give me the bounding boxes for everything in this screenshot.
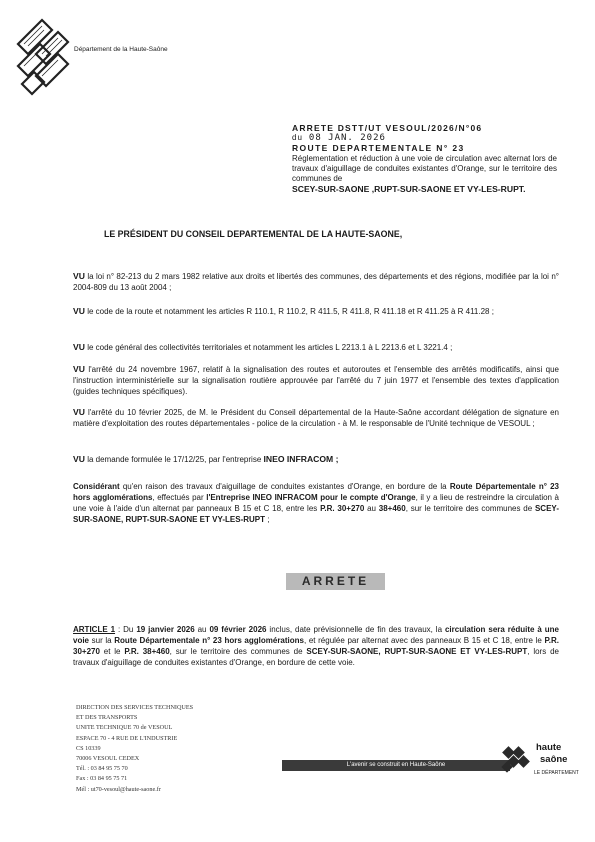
email-line: Mél : ut70-vesoul@haute-saone.fr <box>76 785 161 793</box>
considerant-paragraph <box>73 481 559 525</box>
arrete-description: Réglementation et réduction à une voie de circulation avec alternat lors de travaux d'aiguillage de conduites existantes d'Orange, sur le territoire des communes de <box>292 154 557 183</box>
vu-label: VU <box>73 271 85 281</box>
arrete-date-line <box>292 133 557 143</box>
arrete-communes: SCEY-SUR-SAONE ,RUPT-SUR-SAONE ET VY-LES-RUPT. <box>292 184 526 194</box>
vu-text: l'arrêté du 10 février 2025, de M. le Président du Conseil départemental de la Haute-Saône accordant délégation de signature en matière d'exploitation des routes départementales - police de la circulation - à M. le responsable de l'Unité technique de VESOUL ; <box>73 408 559 428</box>
article-pr-start: P.R. 30+270 <box>73 636 559 656</box>
vu-paragraph <box>73 454 559 465</box>
date-prefix: du <box>292 133 303 142</box>
address-line: CS 10339 <box>76 744 101 752</box>
logo-line-saone: saône <box>540 754 568 765</box>
vu-label: VU <box>73 454 85 464</box>
considerant-text: , effectués par <box>152 493 204 502</box>
vu-text: la demande formulée le 17/12/25, par l'entreprise <box>87 455 262 464</box>
considerant-company: l'Entreprise INEO INFRACOM pour le compte d'Orange <box>206 493 416 502</box>
article-text: , sur le territoire des communes de <box>169 647 303 656</box>
considerant-label: Considérant <box>73 482 120 491</box>
article-text: au <box>197 625 207 634</box>
vu-text: l'arrêté du 24 novembre 1967, relatif à la signalisation des routes et autoroutes et l'ensemble des arrêtés modificatifs, ainsi que l'instruction interministérielle sur la signalisation routière approuvée par l'arrêté du 7 juin 1977 et l'ensemble des textes d'application (guides techniques spécifiques). <box>73 365 559 396</box>
address-line: DIRECTION DES SERVICES TECHNIQUES <box>76 704 194 711</box>
address-line: 70006 VESOUL CEDEX <box>76 755 140 763</box>
considerant-pr-end: 38+460 <box>378 504 406 513</box>
arrete-heading: ARRETE <box>286 573 385 590</box>
considerant-text: ; <box>267 515 270 524</box>
article-text: sur la <box>91 636 112 645</box>
article-route: Route Départementale n° 23 hors agglomérations <box>114 636 304 645</box>
vu-label: VU <box>73 342 85 352</box>
address-line: ESPACE 70 - 4 RUE DE L'INDUSTRIE <box>76 734 178 742</box>
route-title: ROUTE DEPARTEMENTALE N° 23 <box>292 143 465 153</box>
vu-text: le code de la route et notamment les articles R 110.1, R 110.2, R 411.5, R 411.8, R 411.18 et R 411.25 à R 411.28 ; <box>87 307 494 316</box>
considerant-text: , il y a lieu de restreindre la circulation à une voie à l'aide d'un alternat par panneaux B 15 et C 18, entre les <box>73 493 559 513</box>
vu-company: INEO INFRACOM ; <box>263 454 339 464</box>
logo-line-departement: LE DÉPARTEMENT <box>534 770 579 776</box>
article-pr-end: P.R. 38+460 <box>124 647 170 656</box>
department-logo <box>12 14 72 98</box>
considerant-text: qu'en raison des travaux d'aiguillage de conduites existantes d'Orange, en bordure de la <box>122 482 447 491</box>
article-text: , lors de travaux d'aiguillage de conduites existantes d'Orange, en bordure de cette voie. <box>73 647 559 667</box>
vu-label: VU <box>73 364 85 374</box>
vu-text: la loi n° 82-213 du 2 mars 1982 relative aux droits et libertés des communes, des départements et des régions, modifiée par la loi n° 2004-809 du 13 août 2004 ; <box>73 272 559 292</box>
article-text: et le <box>103 647 121 656</box>
vu-paragraph <box>73 271 559 293</box>
article-start-date: 19 janvier 2026 <box>136 625 195 634</box>
article-1 <box>73 624 559 668</box>
considerant-route: Route Départementale n° 23 hors agglomérations <box>73 482 560 502</box>
vu-label: VU <box>73 407 85 417</box>
president-heading: LE PRÉSIDENT DU CONSEIL DEPARTEMENTAL DE LA HAUTE-SAONE, <box>104 229 403 239</box>
footer-banner: L'avenir se construit en Haute-Saône <box>282 760 510 771</box>
considerant-pr-start: P.R. 30+270 <box>320 504 365 513</box>
article-text: : Du <box>117 625 134 634</box>
considerant-text: au <box>367 504 376 513</box>
vu-text: le code général des collectivités territoriales et notamment les articles L 2213.1 à L 2213.6 et L 3221.4 ; <box>87 343 453 352</box>
arrete-header <box>292 123 557 194</box>
arrete-title: ARRETE DSTT/UT VESOUL/2026/N°06 <box>292 123 483 133</box>
vu-paragraph <box>73 342 559 353</box>
article-communes: SCEY-SUR-SAONE, RUPT-SUR-SAONE ET VY-LES-RUPT <box>306 647 528 656</box>
vu-paragraph <box>73 306 559 317</box>
logo-line-haute: haute <box>536 742 562 753</box>
fax-line: Fax : 03 84 95 75 71 <box>76 775 128 783</box>
article-restriction: circulation sera réduite à une voie <box>73 625 559 645</box>
considerant-text: , sur le territoire des communes de <box>405 504 533 513</box>
footer-address <box>76 703 193 795</box>
vu-label: VU <box>73 306 85 316</box>
considerant-communes: SCEY-SUR-SAONE, RUPT-SUR-SAONE ET VY-LES-RUPT <box>73 504 559 524</box>
vu-paragraph <box>73 364 559 397</box>
address-line: UNITE TECHNIQUE 70 de VESOUL <box>76 724 173 732</box>
vu-paragraph <box>73 407 559 429</box>
article-text: , et régulée par alternat avec des panneaux B 15 et C 18, entre le <box>303 636 542 645</box>
article-end-date: 09 février 2026 <box>209 625 267 634</box>
article-text: inclus, date prévisionnelle de fin des travaux, la <box>269 625 443 634</box>
haute-saone-logo-icon <box>500 744 534 774</box>
address-line: ET DES TRANSPORTS <box>76 714 138 722</box>
article-label: ARTICLE 1 <box>73 625 116 634</box>
phone-line: Tél. : 03 84 95 75 70 <box>76 765 128 773</box>
department-name: Département de la Haute-Saône <box>74 46 168 53</box>
arrete-date: 08 JAN. 2026 <box>308 133 386 143</box>
